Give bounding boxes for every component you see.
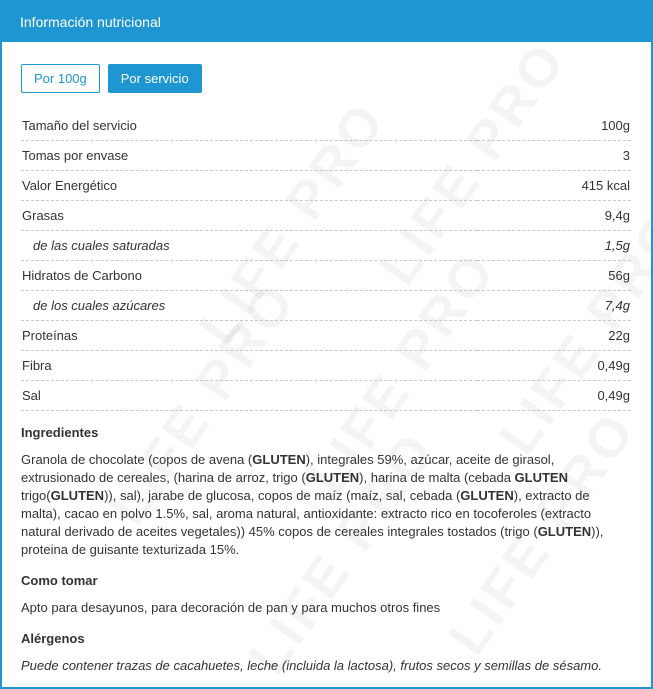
nutrition-row [21,381,631,411]
nutrition-value: 0,49g [477,381,631,411]
nutrition-value: 100g [477,111,631,141]
tab-per-serving[interactable]: Por servicio [108,64,202,93]
allergens-text: Puede contener trazas de cacahuetes, leche (incluida la lactosa), frutos secos y semillas de sésamo. [21,658,602,673]
nutrition-row [21,111,631,141]
nutrition-row [21,261,631,291]
nutrition-value: 0,49g [477,351,631,381]
allergen-highlight: GLUTEN [50,488,105,503]
nutrition-row [21,141,631,171]
nutrition-label: Proteínas [21,321,477,351]
tab-per-100g[interactable]: Por 100g [21,64,100,93]
how-to-take-text: Apto para desayunos, para decoración de pan y para muchos otros fines [21,600,441,615]
nutrition-value: 415 kcal [477,171,631,201]
allergens-title: Alérgenos [21,631,85,646]
nutrition-row [21,351,631,381]
nutrition-value: 3 [477,141,631,171]
ingredients-segment: ), integrales 59%, azúcar, aceite de girasol, extrusionado de cereales, (harina de arroz, trigo ( [21,452,555,485]
nutrition-value: 9,4g [477,201,631,231]
nutrition-label: Hidratos de Carbono [21,261,477,291]
nutrition-label: Tamaño del servicio [21,111,477,141]
nutrition-label: Grasas [21,201,477,231]
nutrition-row [21,321,631,351]
ingredients-segment: )), proteina de guisante texturizada 15%. [21,524,604,557]
nutrition-label: Valor Energético [21,171,477,201]
allergen-highlight: GLUTEN [514,470,568,485]
nutrition-row [21,291,631,321]
allergen-highlight: GLUTEN [460,488,514,503]
ingredients-title: Ingredientes [21,425,99,440]
nutrition-label: Sal [21,381,477,411]
nutrition-row [21,231,631,261]
panel-body [2,42,651,675]
nutrition-table [21,111,631,411]
ingredients-segment: )), sal), jarabe de glucosa, copos de maíz (maíz, sal, cebada ( [104,488,461,503]
ingredients-segment: ), harina de malta (cebada [359,470,515,485]
allergen-highlight: GLUTEN [252,452,306,467]
nutrition-value: 56g [477,261,631,291]
nutrition-label: de las cuales saturadas [21,231,477,261]
nutrition-row [21,171,631,201]
nutrition-label: Fibra [21,351,477,381]
nutrition-label: Tomas por envase [21,141,477,171]
ingredients-text [21,451,631,559]
ingredients-segment: trigo( [21,488,51,503]
nutrition-value: 1,5g [477,231,631,261]
nutrition-value: 7,4g [477,291,631,321]
panel-title: Información nutricional [2,2,651,42]
nutrition-label: de los cuales azúcares [21,291,477,321]
serving-tabs [21,42,631,94]
how-to-take-title: Como tomar [21,573,98,588]
ingredients-segment: ), extracto de malta), cacao en polvo 1.5%, sal, aroma natural, antioxidante: extracto rico en tocoferoles (extracto natural derivado de aceites vegetales)) 45% copos de cereales integrales tostados (trigo ( [21,488,592,539]
allergen-highlight: GLUTEN [537,524,592,539]
nutrition-row [21,201,631,231]
nutrition-value: 22g [477,321,631,351]
ingredients-segment: Granola de chocolate (copos de avena ( [21,452,253,467]
allergen-highlight: GLUTEN [305,470,360,485]
